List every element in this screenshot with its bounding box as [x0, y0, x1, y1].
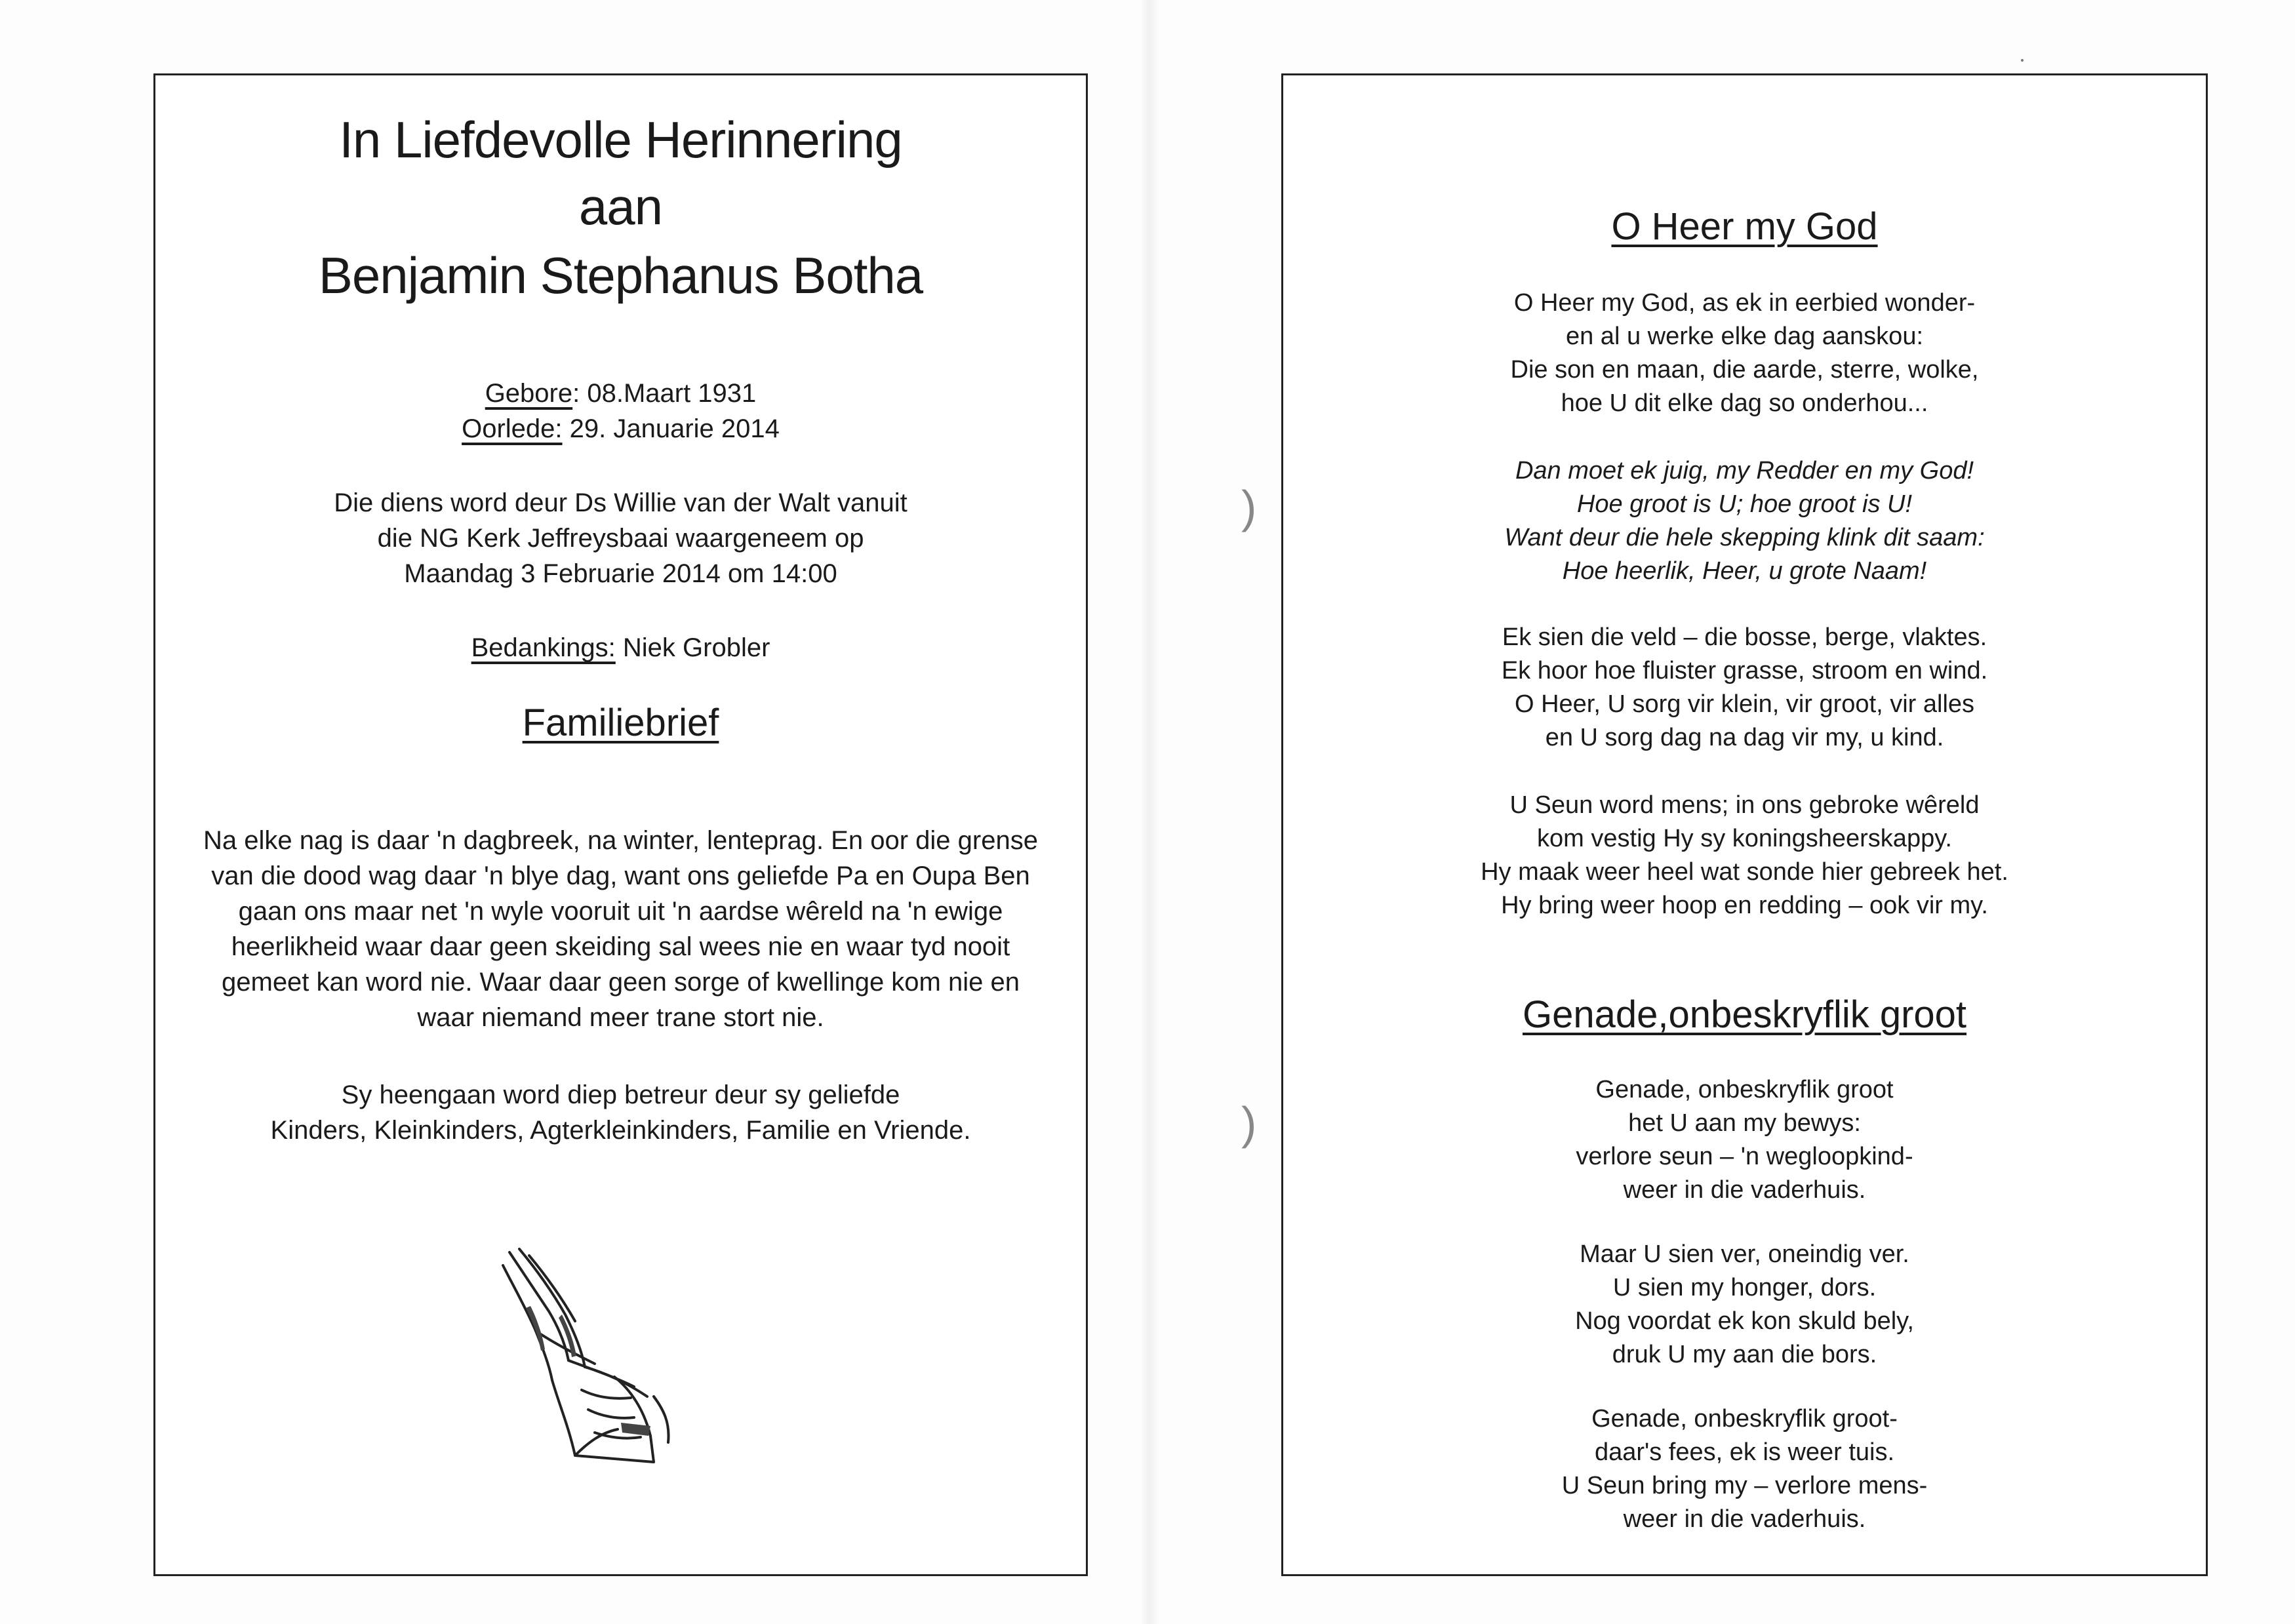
verse-line: Ek sien die veld – die bosse, berge, vlaktes. — [1502, 624, 1987, 651]
service-line: die NG Kerk Jeffreysbaai waargeneem op — [377, 524, 864, 553]
verse-line: O Heer my God, as ek in eerbied wonder- — [1513, 289, 1976, 317]
service-line: Die diens word deur Ds Willie van der Walt vanuit — [334, 488, 908, 517]
verse-line: Nog voordat ek kon skuld bely, — [1575, 1307, 1914, 1335]
letter-heading: Familiebrief — [522, 702, 719, 744]
verse-line: Ek hoor hoe fluister grasse, stroom en wind. — [1501, 657, 1988, 684]
died-label: Oorlede: — [462, 414, 563, 443]
hymns-panel — [1281, 73, 2208, 1576]
birth-date — [155, 376, 1086, 411]
chorus-line: Hoe groot is U; hoe groot is U! — [1576, 490, 1913, 518]
verse-line: daar's fees, ek is weer tuis. — [1594, 1438, 1895, 1466]
mourned-line: Sy heengaan word diep betreur deur sy geliefde — [341, 1080, 900, 1109]
born-label: Gebore — [485, 379, 573, 408]
verse-line: Maar U sien ver, oneindig ver. — [1580, 1240, 1909, 1268]
verse-line: verlore seun – 'n wegloopkind- — [1576, 1143, 1913, 1170]
hymn-verse — [1283, 789, 2206, 922]
memorial-title: In Liefdevolle Herinnering — [339, 111, 902, 168]
hymn-verse — [1283, 621, 2206, 755]
verse-line: U Seun word mens; in ons gebroke wêreld — [1509, 791, 1980, 819]
memorial-panel — [153, 73, 1088, 1576]
mourned-line: Kinders, Kleinkinders, Agterkleinkinders, Familie en Vriende. — [270, 1116, 971, 1145]
letter-line: gaan ons maar net 'n wyle vooruit uit 'n aardse wêreld na 'n ewige — [238, 897, 1003, 926]
praying-hands-icon — [496, 1246, 677, 1472]
hymn-verse — [1283, 287, 2206, 420]
hymn-title: Genade,onbeskryflik groot — [1522, 993, 1967, 1036]
thanks-label: Bedankings: — [471, 633, 616, 662]
died-value: 29. Januarie 2014 — [562, 414, 780, 443]
letter-line: waar niemand meer trane stort nie. — [417, 1003, 824, 1032]
verse-line: het U aan my bewys: — [1628, 1109, 1861, 1137]
death-date — [155, 411, 1086, 446]
verse-line: U sien my honger, dors. — [1612, 1274, 1877, 1301]
letter-line: gemeet kan word nie. Waar daar geen sorge of kwellinge kom nie en — [222, 968, 1020, 997]
punch-hole-mark: ) — [1241, 1098, 1257, 1149]
chorus-line: Dan moet ek juig, my Redder en my God! — [1515, 457, 1974, 485]
verse-line: Hy bring weer hoop en redding – ook vir my. — [1501, 892, 1988, 919]
hymn-verse — [1283, 1238, 2206, 1372]
verse-line: weer in die vaderhuis. — [1623, 1505, 1866, 1533]
verse-line: en al u werke elke dag aanskou: — [1565, 323, 1924, 350]
verse-line: Genade, onbeskryflik groot — [1595, 1076, 1894, 1103]
mourned-by — [155, 1077, 1086, 1148]
letter-line: Na elke nag is daar 'n dagbreek, na winter, lenteprag. En oor die grense — [203, 826, 1038, 855]
chorus-line: Hoe heerlik, Heer, u grote Naam! — [1562, 557, 1927, 585]
verse-line: U Seun bring my – verlore mens- — [1561, 1472, 1928, 1499]
verse-line: kom vestig Hy sy koningsheerskappy. — [1537, 825, 1952, 852]
letter-line: van die dood wag daar 'n blye dag, want ons geliefde Pa en Oupa Ben — [211, 862, 1030, 890]
service-details — [155, 485, 1086, 591]
punch-hole-mark: ) — [1241, 481, 1257, 532]
center-fold — [1140, 0, 1159, 1624]
verse-line: hoe U dit elke dag so onderhou... — [1561, 389, 1928, 417]
verse-line: en U sorg dag na dag vir my, u kind. — [1545, 724, 1944, 751]
thanks-name: Niek Grobler — [615, 633, 770, 662]
born-value: : 08.Maart 1931 — [572, 379, 757, 408]
verse-line: Genade, onbeskryflik groot- — [1591, 1405, 1898, 1433]
hymn-verse — [1283, 1402, 2206, 1536]
verse-line: Hy maak weer heel wat sonde hier gebreek het. — [1481, 858, 2008, 886]
family-letter — [155, 823, 1086, 1035]
verse-line: druk U my aan die bors. — [1612, 1341, 1877, 1368]
service-line: Maandag 3 Februarie 2014 om 14:00 — [404, 559, 837, 588]
verse-line: O Heer, U sorg vir klein, vir groot, vir alles — [1514, 690, 1975, 718]
verse-line: weer in die vaderhuis. — [1623, 1176, 1866, 1204]
scan-speck — [2021, 59, 2024, 62]
hymn-verse — [1283, 1073, 2206, 1207]
deceased-name: Benjamin Stephanus Botha — [318, 247, 923, 304]
hymn-title: O Heer my God — [1611, 205, 1878, 248]
letter-line: heerlikheid waar daar geen skeiding sal wees nie en waar tyd nooit — [231, 932, 1010, 961]
verse-line: Die son en maan, die aarde, sterre, wolke, — [1510, 356, 1979, 384]
chorus-line: Want deur die hele skepping klink dit saam: — [1504, 524, 1985, 551]
thanks-line — [155, 630, 1086, 665]
memorial-title-aan: aan — [578, 178, 663, 235]
hymn-chorus — [1283, 454, 2206, 588]
